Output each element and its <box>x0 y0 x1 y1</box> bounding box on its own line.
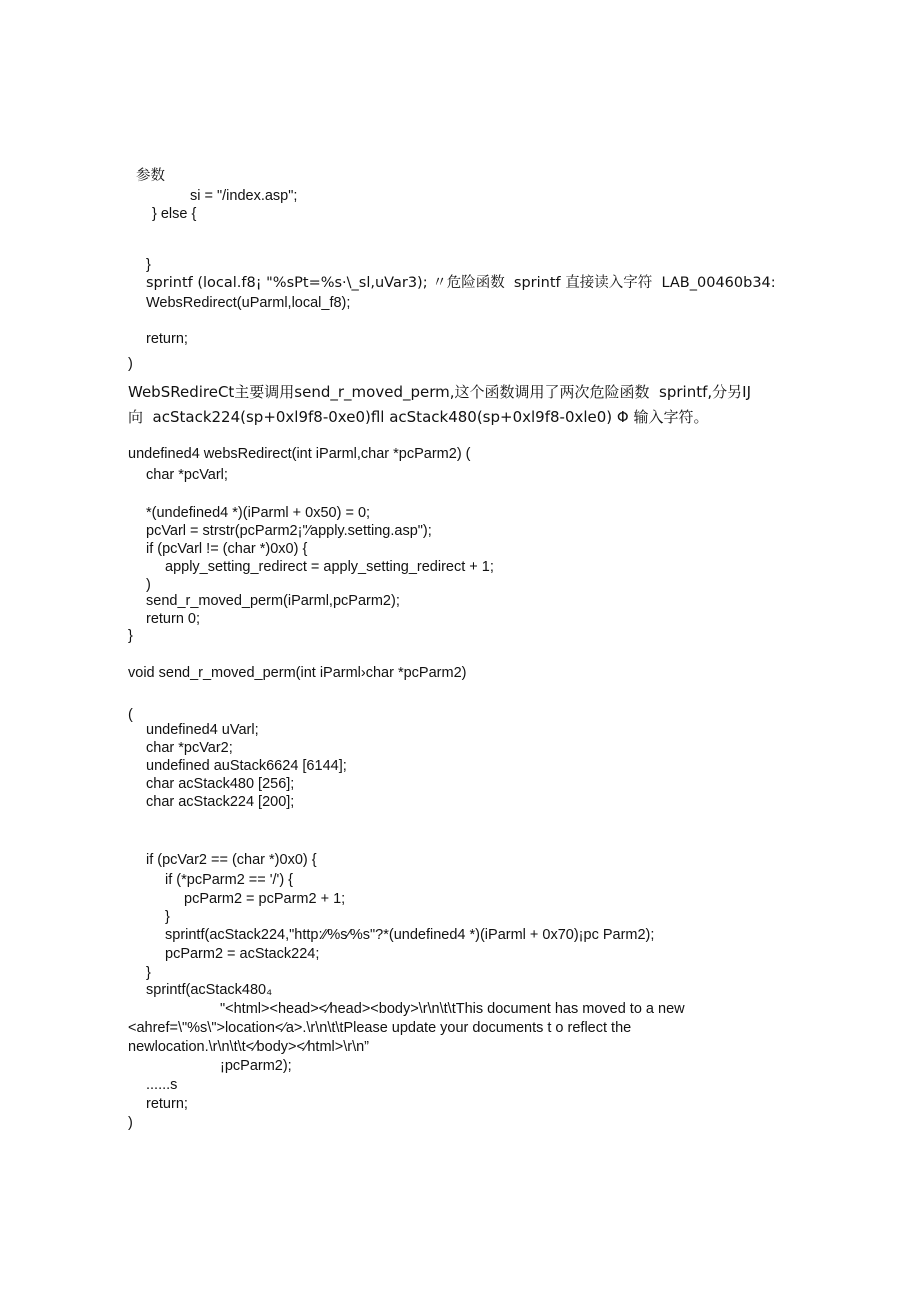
code-line: *(undefined4 *)(iParml + 0x50) = 0; <box>146 505 371 521</box>
code-line: pcVarl = strstr(pcParm2¡"⁄apply.setting.asp"); <box>146 523 432 539</box>
code-line: if (pcVarl != (char *)0x0) { <box>146 541 308 557</box>
code-line: undefined4 websRedirect(int iParml,char *pcParm2) ( <box>128 446 471 462</box>
code-line: sprintf(acStack480₄ <box>146 982 273 998</box>
code-line: } <box>165 909 170 925</box>
code-line: undefined4 uVarl; <box>146 722 259 738</box>
code-line: void send_r_moved_perm(int iParml›char *pcParm2) <box>128 665 467 681</box>
code-line: } <box>128 628 133 644</box>
code-line: return; <box>146 331 188 347</box>
code-line: ) <box>146 577 151 593</box>
code-line: } <box>146 257 151 273</box>
code-line: ) <box>128 356 133 372</box>
explanation-paragraph-line: 向 acStack224(sp+0xl9f8-0xe0)fll acStack480(sp+0xl9f8-0xle0) Φ 输入字符。 <box>128 408 709 426</box>
heading-params: 参数 <box>136 168 165 184</box>
code-line: sprintf (local.f8¡ "%sPt=%s·\_sl,uVar3); 〃危险函数 sprintf 直接读入字符 LAB_00460b34: <box>146 275 776 291</box>
code-line: if (pcVar2 == (char *)0x0) { <box>146 852 317 868</box>
code-line: char acStack224 [200]; <box>146 794 295 810</box>
explanation-paragraph-line: WebSRedireCt主要调用send_r_moved_perm,这个函数调用了两次危险函数 sprintf,分另IJ <box>128 383 751 401</box>
code-line: } <box>146 965 151 981</box>
code-line: return; <box>146 1096 188 1112</box>
code-line: send_r_moved_perm(iParml,pcParm2); <box>146 593 400 609</box>
code-line: newlocation.\r\n\t\t<⁄body><⁄html>\r\n” <box>128 1039 369 1055</box>
code-line: return 0; <box>146 611 200 627</box>
code-line: sprintf(acStack224,"http:⁄⁄%s⁄%s"?*(undefined4 *)(iParml + 0x70)¡pc Parm2); <box>165 927 655 943</box>
code-line: pcParm2 = acStack224; <box>165 946 320 962</box>
code-line: ) <box>128 1115 133 1131</box>
code-line: char *pcVar2; <box>146 740 233 756</box>
code-line: if (*pcParm2 == '/') { <box>165 872 294 888</box>
code-line: ¡pcParm2); <box>220 1058 292 1074</box>
code-line: "<html><head><⁄head><body>\r\n\t\tThis document has moved to a new <box>220 1001 685 1017</box>
code-line: WebsRedirect(uParml,local_f8); <box>146 295 351 311</box>
code-line: ( <box>128 707 133 723</box>
code-line: si = "/index.asp"; <box>190 188 298 204</box>
code-line: ......s <box>146 1077 178 1093</box>
code-line: <ahref=\"%s\">location<⁄a>.\r\n\t\tPlease update your documents t o reflect the <box>128 1020 632 1036</box>
code-line: char *pcVarl; <box>146 467 228 483</box>
code-line: apply_setting_redirect = apply_setting_redirect + 1; <box>165 559 494 575</box>
code-line: undefined auStack6624 [6144]; <box>146 758 347 774</box>
code-line: } else { <box>152 206 197 222</box>
code-line: char acStack480 [256]; <box>146 776 295 792</box>
code-line: pcParm2 = pcParm2 + 1; <box>184 891 346 907</box>
